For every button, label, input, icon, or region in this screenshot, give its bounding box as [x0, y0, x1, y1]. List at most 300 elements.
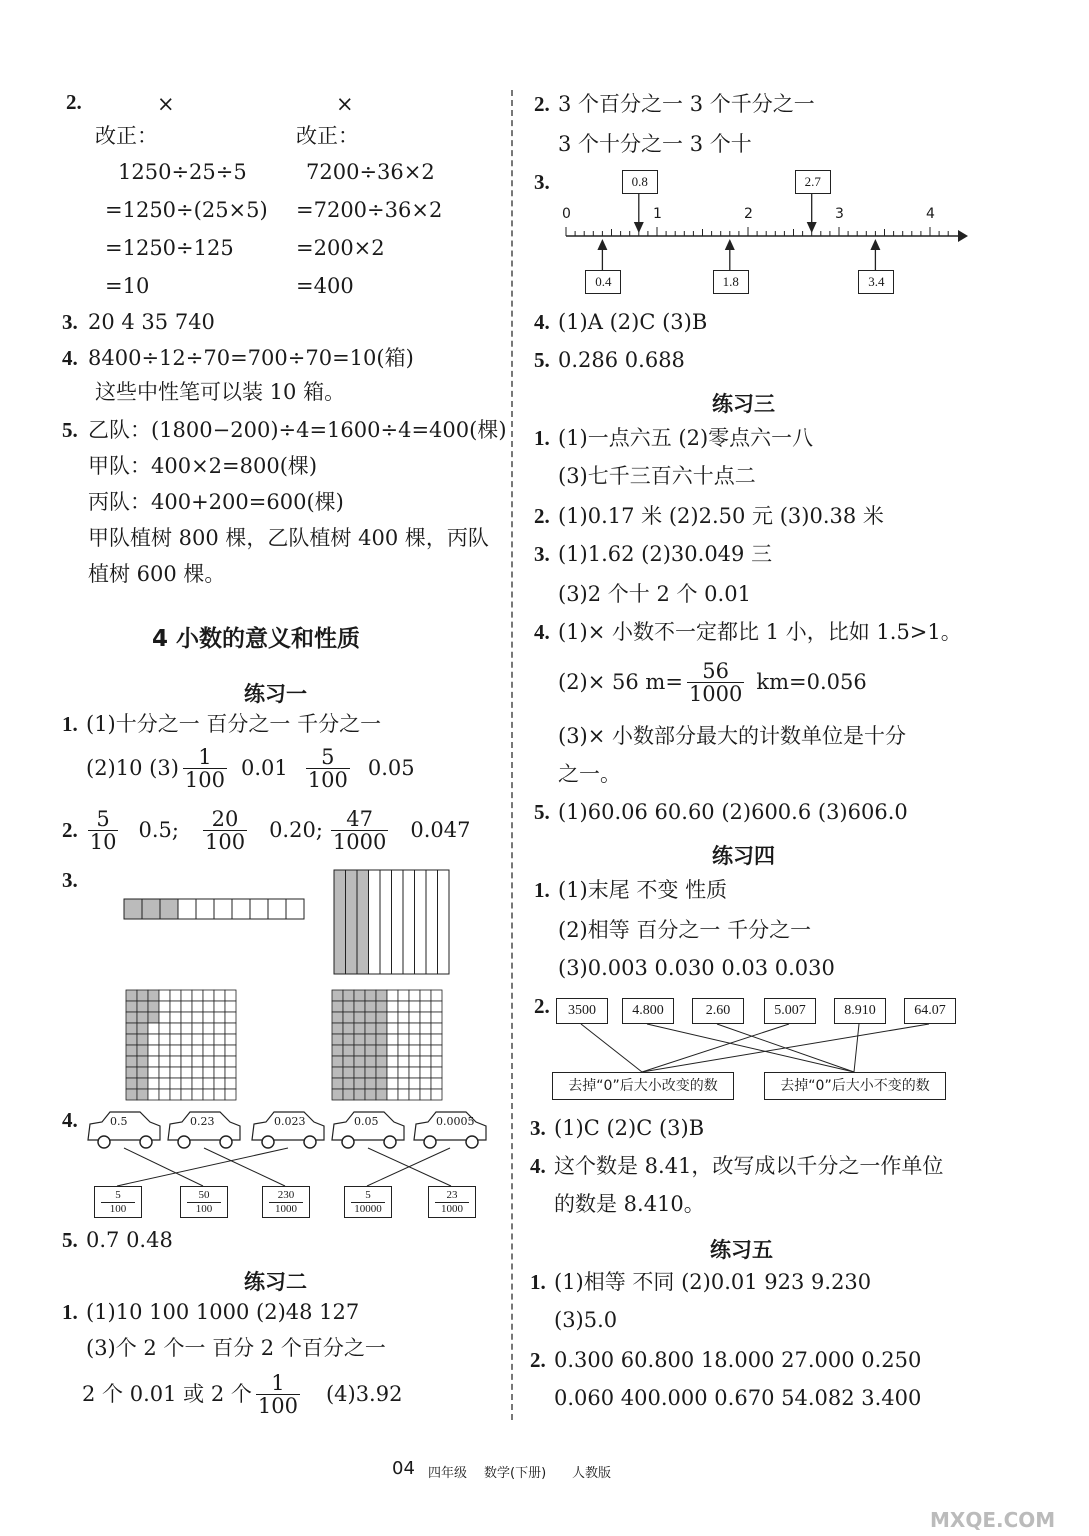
grid-cell: [203, 1089, 214, 1100]
grid-cell: [365, 1056, 376, 1067]
ex5-q2-line1: 0.300 60.800 18.000 27.000 0.250: [554, 1348, 922, 1372]
grid-cell: [420, 1034, 431, 1045]
ex4-q3-answer: (1)C (2)C (3)B: [554, 1116, 705, 1140]
r-q2-line2: 3 个十分之一 3 个十: [558, 132, 752, 156]
car-wheel-icon: [98, 1136, 110, 1148]
grid-cell: [137, 990, 148, 1001]
grid-cell: [343, 1045, 354, 1056]
grid-cell: [343, 1012, 354, 1023]
grid-cell: [203, 1034, 214, 1045]
column-strip: [380, 870, 392, 974]
grid-cell: [398, 1089, 409, 1100]
ex3-q4-number: 4.: [534, 620, 550, 644]
grid-cell: [420, 1001, 431, 1012]
grid-cell: [159, 1078, 170, 1089]
grid-cell: [387, 1012, 398, 1023]
grid-cell: [420, 1045, 431, 1056]
q4-line1: 8400÷12÷70=700÷70=10(箱): [88, 346, 414, 370]
car-wheel-icon: [342, 1136, 354, 1148]
ex1-q5-answer: 0.7 0.48: [86, 1228, 173, 1252]
grid-cell: [431, 1034, 442, 1045]
frac-num: 5: [88, 808, 119, 831]
grid-cell: [365, 1023, 376, 1034]
q2-a-line3: =1250÷125: [105, 236, 234, 260]
grid-cell: [431, 990, 442, 1001]
grid-cell: [181, 1012, 192, 1023]
ex4-title: 练习四: [712, 844, 775, 868]
grid-cell: [354, 1056, 365, 1067]
ex2-q1-line3a: 2 个 0.01 或 2 个: [82, 1382, 252, 1407]
grid-cell: [192, 1001, 203, 1012]
number-box: 3500: [556, 998, 608, 1024]
match-line: [642, 1024, 789, 1072]
car-value: 0.23: [190, 1115, 215, 1128]
pointer-arrow-icon: [634, 222, 644, 233]
grid-cell: [420, 1012, 431, 1023]
grid-cell: [431, 1023, 442, 1034]
grid-cell: [420, 1056, 431, 1067]
grid-cell: [181, 1045, 192, 1056]
column-strip: [392, 870, 404, 974]
grid-cell: [137, 1067, 148, 1078]
grid-cell: [376, 1012, 387, 1023]
grid-cell: [126, 1089, 137, 1100]
number-box: 8.910: [834, 998, 886, 1024]
grid-cell: [225, 1056, 236, 1067]
grid-cell: [343, 1001, 354, 1012]
match-line: [124, 1148, 203, 1186]
ex4-q4-line1: 这个数是 8.41，改写成以千分之一作单位: [554, 1154, 944, 1178]
grid-cell: [225, 1067, 236, 1078]
frac-num: 1: [256, 1372, 300, 1395]
grid-cell: [354, 1078, 365, 1089]
grid-cell: [159, 1023, 170, 1034]
grid-cell: [126, 1034, 137, 1045]
grid-cell: [225, 990, 236, 1001]
column-strip: [346, 870, 358, 974]
grid-cell: [214, 1001, 225, 1012]
number-box: 2.60: [692, 998, 744, 1024]
grid-cell: [181, 1056, 192, 1067]
grid-cell: [431, 1078, 442, 1089]
grid-cell: [376, 1056, 387, 1067]
car-wheel-icon: [178, 1136, 190, 1148]
grid-cell: [159, 1056, 170, 1067]
frac-den: 100: [204, 830, 246, 855]
grid-cell: [431, 1012, 442, 1023]
grid-cell: [214, 1012, 225, 1023]
grid-cell: [398, 1045, 409, 1056]
grid-cell: [365, 1067, 376, 1078]
grid-cell: [431, 1001, 442, 1012]
r-q3-number: 3.: [534, 170, 550, 194]
frac-den: 10000: [354, 1203, 382, 1215]
grid-cell: [170, 1012, 181, 1023]
grid-cell: [398, 1067, 409, 1078]
frac-num: 5: [306, 746, 350, 769]
grid-cell: [170, 1045, 181, 1056]
grid-cell: [192, 1078, 203, 1089]
grid-cell: [181, 1067, 192, 1078]
q2-b-line2: =7200÷36×2: [296, 198, 443, 222]
match-line: [204, 1148, 285, 1186]
ex2-title: 练习二: [244, 1270, 307, 1294]
grid-cell: [170, 1056, 181, 1067]
ex4-q4-line2: 的数是 8.410。: [554, 1192, 705, 1216]
column-strip: [415, 870, 427, 974]
grid-cell: [181, 1023, 192, 1034]
grid-cell: [409, 1023, 420, 1034]
grid-cell: [203, 1045, 214, 1056]
ex1-q1-line1: (1)十分之一 百分之一 千分之一: [86, 712, 382, 736]
grid-cell: [332, 1034, 343, 1045]
footer-grade: 四年级: [428, 1466, 468, 1481]
grid-cell: [170, 1089, 181, 1100]
ex1-title: 练习一: [244, 682, 307, 706]
grid-cell: [126, 1001, 137, 1012]
grid-cell: [203, 1001, 214, 1012]
car-value: 0.05: [354, 1115, 379, 1128]
strip-cell: [232, 899, 250, 919]
ex2-q1-line3b: (4)3.92: [325, 1382, 403, 1407]
pointer-arrow-icon: [807, 222, 817, 233]
pointer-arrow-icon: [870, 239, 880, 250]
column-strip: [438, 870, 450, 974]
grid-cell: [214, 990, 225, 1001]
ex1-q2-number: 2.: [62, 818, 78, 843]
frac-den: 1000: [275, 1203, 297, 1215]
grid-cell: [148, 1078, 159, 1089]
grid-cell: [398, 1023, 409, 1034]
grid-cell: [420, 990, 431, 1001]
ex3-q4-line3: (3)× 小数部分最大的计数单位是十分: [558, 724, 907, 748]
grid-cell: [409, 990, 420, 1001]
grid-cell: [214, 1045, 225, 1056]
q2-b-line4: =400: [296, 274, 354, 298]
grid-cell: [343, 1067, 354, 1078]
ex3-q3-line2: (3)2 个十 2 个 0.01: [558, 582, 751, 606]
grid-cell: [170, 1067, 181, 1078]
car-wheel-icon: [424, 1136, 436, 1148]
frac-num: 50: [187, 1190, 221, 1203]
grid-cell: [354, 990, 365, 1001]
grid-cell: [409, 1012, 420, 1023]
grid-cell: [203, 1078, 214, 1089]
grid-cell: [192, 1067, 203, 1078]
fraction-box: [428, 1186, 476, 1218]
page-number: 04: [392, 1458, 415, 1479]
match-line: [117, 1148, 288, 1186]
category-same: 去掉“0”后大小不变的数: [764, 1072, 946, 1100]
grid-cell: [225, 1012, 236, 1023]
frac-den: 100: [109, 1203, 127, 1215]
grid-cell: [365, 1012, 376, 1023]
grid-cell: [225, 1078, 236, 1089]
grid-cell: [214, 1089, 225, 1100]
ex4-q1-line3: (3)0.003 0.030 0.03 0.030: [558, 956, 835, 980]
grid-cell: [137, 1089, 148, 1100]
grid-cell: [387, 1023, 398, 1034]
r-q5-answer: 0.286 0.688: [558, 348, 685, 372]
match-line: [854, 1024, 859, 1072]
frac-num: 5: [101, 1190, 135, 1203]
grid-cell: [420, 1067, 431, 1078]
r-q2-line1: 3 个百分之一 3 个千分之一: [558, 92, 815, 116]
column-strip: [426, 870, 438, 974]
grid-cell: [387, 1067, 398, 1078]
grid-cell: [159, 1034, 170, 1045]
r-q4-number: 4.: [534, 310, 550, 334]
grid-cell: [343, 1089, 354, 1100]
grid-cell: [332, 1067, 343, 1078]
strip-cell: [196, 899, 214, 919]
grid-cell: [137, 1034, 148, 1045]
grid-cell: [376, 1078, 387, 1089]
grid-cell: [387, 1001, 398, 1012]
frac-den: 1000: [441, 1203, 463, 1215]
number-line-point: 0.8: [622, 170, 658, 194]
grid-cell: [420, 1023, 431, 1034]
grid-cell: [225, 1034, 236, 1045]
grid-cell: [332, 1089, 343, 1100]
grid-cell: [214, 1078, 225, 1089]
frac-num: 23: [435, 1190, 469, 1203]
grid-cell: [137, 1023, 148, 1034]
ex4-q1-line1: (1)末尾 不变 性质: [558, 878, 728, 902]
ex5-q1-number: 1.: [530, 1270, 546, 1294]
frac-num: 230: [269, 1190, 303, 1203]
grid-cell: [365, 1045, 376, 1056]
ex5-q1-line1: (1)相等 不同 (2)0.01 923 9.230: [554, 1270, 872, 1294]
grid-cell: [203, 1056, 214, 1067]
ex3-q3-line1: (1)1.62 (2)30.049 三: [558, 542, 773, 566]
grid-cell: [192, 1023, 203, 1034]
ex3-q3-number: 3.: [534, 542, 550, 566]
grid-cell: [376, 1045, 387, 1056]
q2-a-line2: =1250÷(25×5): [105, 198, 268, 222]
frac-den: 100: [195, 1203, 213, 1215]
grid-cell: [332, 1078, 343, 1089]
ex1-q1-value2: 0.05: [367, 756, 415, 781]
grid-cell: [343, 990, 354, 1001]
grid-cell: [203, 1012, 214, 1023]
q2-fix-a-label: 改正：: [95, 124, 158, 148]
grid-cell: [332, 990, 343, 1001]
ex1-q2-value3: 0.047: [410, 818, 471, 843]
grid-cell: [365, 1034, 376, 1045]
strip-cell: [178, 899, 196, 919]
grid-cell: [376, 990, 387, 1001]
car-wheel-icon: [304, 1136, 316, 1148]
grid-cell: [170, 1001, 181, 1012]
ex4-q1-number: 1.: [534, 878, 550, 902]
r-q5-number: 5.: [534, 348, 550, 372]
grid-cell: [159, 1067, 170, 1078]
watermark: MXQE.COM: [930, 1508, 1056, 1532]
grid-cell: [343, 1023, 354, 1034]
ex3-q4-line4: 之一。: [558, 762, 621, 786]
grid-cell: [192, 1056, 203, 1067]
column-strip: [369, 870, 381, 974]
grid-cell: [203, 990, 214, 1001]
grid-cell: [159, 1012, 170, 1023]
q5-line5: 植树 600 棵。: [88, 562, 226, 586]
number-line-point: 1.8: [713, 270, 749, 294]
grid-cell: [192, 1034, 203, 1045]
footer-subject: 数学(下册): [484, 1466, 547, 1481]
q5-line4: 甲队植树 800 棵，乙队植树 400 棵，丙队: [88, 526, 489, 550]
grid-cell: [420, 1078, 431, 1089]
grid-cell: [409, 1089, 420, 1100]
tick-label: 2: [744, 206, 753, 222]
ex3-q1-number: 1.: [534, 426, 550, 450]
fraction-box: [262, 1186, 310, 1218]
frac-den: 1000: [688, 682, 743, 707]
fraction-box: [344, 1186, 392, 1218]
strip-cell: [268, 899, 286, 919]
q5-line2: 甲队：400×2=800(棵): [88, 454, 318, 478]
grid-cell: [148, 1056, 159, 1067]
grid-cell: [398, 1078, 409, 1089]
grid-cell: [181, 1089, 192, 1100]
frac-num: 56: [687, 660, 744, 683]
q5-line3: 丙队：400+200=600(棵): [88, 490, 344, 514]
q4-line2: 这些中性笔可以装 10 箱。: [95, 380, 346, 404]
car-wheel-icon: [262, 1136, 274, 1148]
grid-cell: [409, 1034, 420, 1045]
grid-cell: [170, 990, 181, 1001]
grid-cell: [170, 1078, 181, 1089]
grid-cell: [137, 1056, 148, 1067]
grid-cell: [192, 1045, 203, 1056]
strip-cell: [286, 899, 304, 919]
grid-cell: [137, 1045, 148, 1056]
grid-cell: [398, 1001, 409, 1012]
frac-den: 1000: [332, 830, 387, 855]
frac-num: 1: [183, 746, 227, 769]
grid-cell: [126, 1012, 137, 1023]
grid-cell: [225, 1045, 236, 1056]
car-value: 0.0005: [436, 1115, 475, 1128]
footer-edition: 人教版: [572, 1466, 612, 1481]
car-wheel-icon: [466, 1136, 478, 1148]
r-q4-answer: (1)A (2)C (3)B: [558, 310, 708, 334]
strip-cell: [142, 899, 160, 919]
grid-cell: [409, 1001, 420, 1012]
pointer-arrow-icon: [725, 239, 735, 250]
grid-cell: [343, 1078, 354, 1089]
grid-cell: [137, 1001, 148, 1012]
ex3-q1-line2: (3)七千三百六十点二: [558, 464, 756, 488]
grid-cell: [387, 1089, 398, 1100]
ex3-q4-line1: (1)× 小数不一定都比 1 小，比如 1.5>1。: [558, 620, 962, 644]
grid-cell: [148, 1067, 159, 1078]
strip-cell: [160, 899, 178, 919]
grid-cell: [170, 1023, 181, 1034]
column-strip: [334, 870, 346, 974]
grid-cell: [332, 1056, 343, 1067]
tick-label: 4: [926, 206, 935, 222]
q2-mark-a: ×: [157, 92, 175, 116]
q2-b-line1: 7200÷36×2: [306, 160, 435, 184]
fraction-box: [94, 1186, 142, 1218]
strip-cell: [250, 899, 268, 919]
grid-cell: [354, 1034, 365, 1045]
grid-cell: [148, 1089, 159, 1100]
q2-number: 2.: [66, 90, 82, 114]
ex5-q2-number: 2.: [530, 1348, 546, 1372]
grid-cell: [126, 990, 137, 1001]
ex4-q3-number: 3.: [530, 1116, 546, 1140]
grid-cell: [126, 1067, 137, 1078]
number-box: 4.800: [622, 998, 674, 1024]
q2-fix-b-label: 改正：: [296, 124, 359, 148]
grid-cell: [431, 1067, 442, 1078]
grid-cell: [214, 1023, 225, 1034]
ex1-q1-number: 1.: [62, 712, 78, 736]
ex1-q2-value2: 0.20;: [269, 818, 323, 843]
frac-den: 100: [184, 768, 225, 793]
grid-cell: [332, 1023, 343, 1034]
chapter-title: 4 小数的意义和性质: [152, 626, 361, 652]
grid-cell: [148, 1001, 159, 1012]
grid-cell: [137, 1012, 148, 1023]
frac-den: 100: [307, 768, 348, 793]
frac-num: 20: [203, 808, 247, 831]
ex3-title: 练习三: [712, 392, 775, 416]
grid-cell: [354, 1067, 365, 1078]
ex3-q4-l2b: km=0.056: [756, 670, 867, 695]
ex5-q2-line2: 0.060 400.000 0.670 54.082 3.400: [554, 1386, 922, 1410]
number-box: 5.007: [764, 998, 816, 1024]
grid-cell: [376, 1089, 387, 1100]
grid-cell: [398, 1034, 409, 1045]
ex3-q1-line1: (1)一点六五 (2)零点六一八: [558, 426, 814, 450]
q5-number: 5.: [62, 418, 78, 442]
grid-cell: [225, 1001, 236, 1012]
grid-cell: [332, 1001, 343, 1012]
strip-cell: [124, 899, 142, 919]
grid-cell: [409, 1078, 420, 1089]
ex1-q4-number: 4.: [62, 1108, 78, 1132]
grid-cell: [365, 1089, 376, 1100]
frac-num: 5: [351, 1190, 385, 1203]
grid-cell: [148, 1023, 159, 1034]
ex2-q1-line2: (3)个 2 个一 百分 2 个百分之一: [86, 1336, 386, 1360]
grid-cell: [343, 1056, 354, 1067]
match-line: [647, 1024, 854, 1072]
grid-cell: [159, 990, 170, 1001]
grid-cell: [376, 1001, 387, 1012]
car-wheel-icon: [220, 1136, 232, 1148]
grid-cell: [181, 1034, 192, 1045]
grid-cell: [387, 1078, 398, 1089]
grid-cell: [431, 1056, 442, 1067]
grid-cell: [137, 1078, 148, 1089]
grid-cell: [409, 1045, 420, 1056]
q4-number: 4.: [62, 346, 78, 370]
grid-cell: [126, 1056, 137, 1067]
grid-cell: [225, 1023, 236, 1034]
r-q2-number: 2.: [534, 92, 550, 116]
grid-cell: [376, 1067, 387, 1078]
match-line: [717, 1024, 854, 1072]
grid-cell: [192, 990, 203, 1001]
grid-cell: [398, 1056, 409, 1067]
column-strip: [403, 870, 415, 974]
tick-label: 3: [835, 206, 844, 222]
fraction-box: [180, 1186, 228, 1218]
